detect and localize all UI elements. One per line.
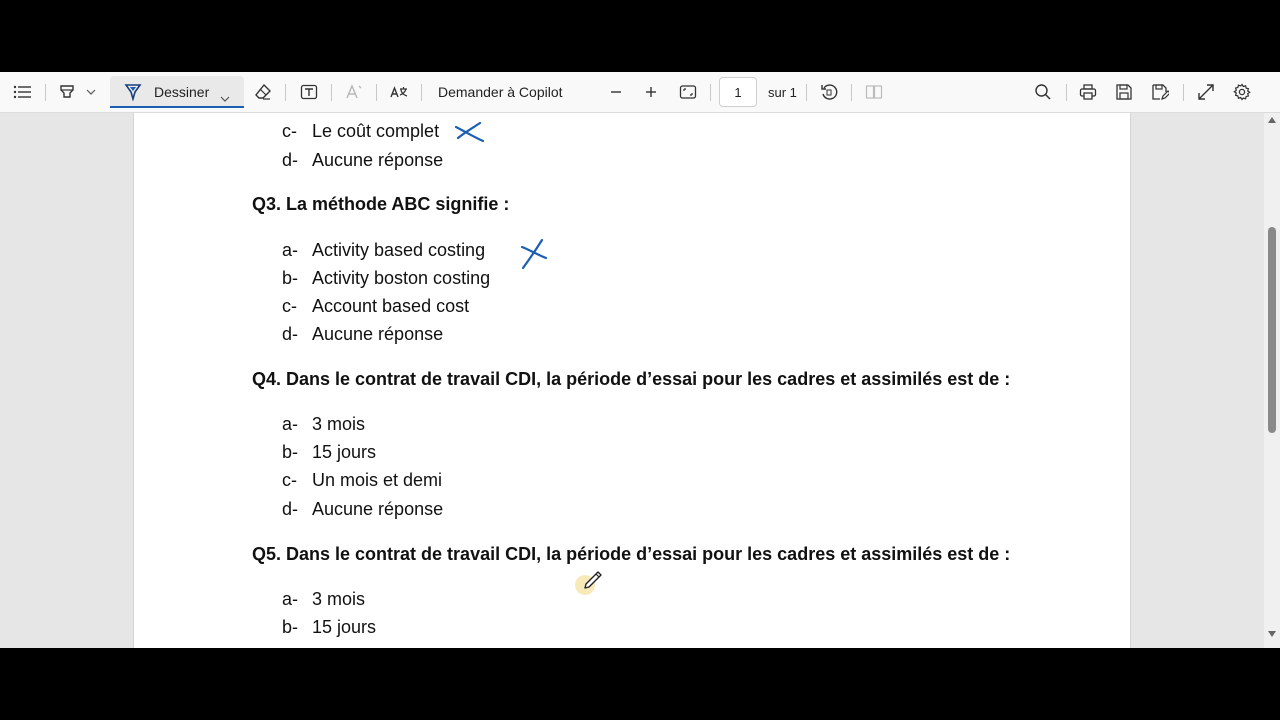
search-icon[interactable] bbox=[1032, 72, 1054, 112]
pdf-viewer bbox=[0, 72, 1280, 648]
option-letter: d- bbox=[282, 499, 299, 519]
toolbar-divider bbox=[1066, 84, 1067, 101]
toolbar-divider bbox=[806, 84, 807, 101]
option-letter: c- bbox=[282, 121, 297, 141]
toolbar-divider bbox=[45, 84, 46, 101]
draw-label: Dessiner bbox=[154, 84, 210, 100]
toolbar-divider bbox=[851, 84, 852, 101]
draw-button[interactable] bbox=[110, 76, 244, 108]
rotate-icon[interactable] bbox=[818, 72, 840, 112]
zoom-out-icon[interactable] bbox=[606, 72, 626, 112]
chevron-down-icon[interactable] bbox=[220, 89, 230, 107]
option-text: 15 jours bbox=[312, 617, 377, 637]
settings-icon[interactable] bbox=[1231, 72, 1253, 112]
option-letter: b- bbox=[282, 442, 299, 462]
text-box-icon[interactable] bbox=[298, 72, 320, 112]
ink-cross-mark[interactable] bbox=[452, 119, 488, 145]
toolbar-divider bbox=[331, 84, 332, 101]
zoom-in-icon[interactable] bbox=[641, 72, 661, 112]
option-letter: a- bbox=[282, 414, 299, 434]
question-3-title: Q3. La méthode ABC signifie : bbox=[252, 194, 510, 214]
fullscreen-icon[interactable] bbox=[1195, 72, 1217, 112]
option-text: Aucune réponse bbox=[312, 324, 444, 344]
option-text: Un mois et demi bbox=[312, 470, 443, 490]
option-letter: d- bbox=[282, 324, 299, 344]
scrollbar-thumb[interactable] bbox=[1268, 227, 1276, 433]
toolbar-divider bbox=[710, 84, 711, 101]
option-text: 15 jours bbox=[312, 442, 377, 462]
option-text: Aucune réponse bbox=[312, 150, 444, 170]
question-5-title: Q5. Dans le contrat de travail CDI, la période d’essai pour les cadres et assimilés est de : bbox=[252, 544, 1011, 564]
active-indicator bbox=[110, 106, 244, 108]
toolbar-divider bbox=[376, 84, 377, 101]
page-number-input[interactable]: 1 bbox=[719, 77, 757, 107]
option-letter: a- bbox=[282, 240, 299, 260]
page-total: sur 1 bbox=[768, 85, 797, 100]
option-text: Account based cost bbox=[312, 296, 470, 316]
toolbar-divider bbox=[285, 84, 286, 101]
eraser-icon[interactable] bbox=[252, 72, 274, 112]
option-text: 3 mois bbox=[312, 414, 366, 434]
pen-cursor-icon bbox=[574, 566, 604, 596]
fit-page-icon[interactable] bbox=[677, 72, 699, 112]
ask-copilot-button[interactable]: Demander à Copilot bbox=[438, 84, 563, 100]
save-as-icon[interactable] bbox=[1149, 72, 1171, 112]
toolbar-divider bbox=[421, 84, 422, 101]
scroll-down-icon[interactable] bbox=[1268, 631, 1276, 637]
option-letter: c- bbox=[282, 296, 297, 316]
question-4-title: Q4. Dans le contrat de travail CDI, la période d’essai pour les cadres et assimilés est de : bbox=[252, 369, 1011, 389]
chevron-down-icon[interactable] bbox=[84, 72, 98, 112]
scroll-up-icon[interactable] bbox=[1268, 117, 1276, 123]
pen-icon bbox=[124, 83, 142, 106]
option-letter: d- bbox=[282, 150, 299, 170]
option-letter: b- bbox=[282, 268, 299, 288]
vertical-scrollbar[interactable] bbox=[1264, 113, 1280, 648]
toolbar bbox=[0, 72, 1280, 113]
highlight-icon[interactable] bbox=[56, 72, 78, 112]
read-aloud-icon[interactable] bbox=[343, 72, 365, 112]
pdf-page bbox=[133, 113, 1131, 648]
translate-icon[interactable] bbox=[388, 72, 410, 112]
print-icon[interactable] bbox=[1077, 72, 1099, 112]
ink-cross-mark[interactable] bbox=[518, 237, 550, 271]
option-text: 3 mois bbox=[312, 589, 366, 609]
option-text: Activity based costing bbox=[312, 240, 486, 260]
option-letter: c- bbox=[282, 470, 297, 490]
option-text: Le coût complet bbox=[312, 121, 440, 141]
option-letter: b- bbox=[282, 617, 299, 637]
save-icon[interactable] bbox=[1113, 72, 1135, 112]
option-letter: a- bbox=[282, 589, 299, 609]
contents-icon[interactable] bbox=[10, 72, 34, 112]
two-page-icon[interactable] bbox=[863, 72, 885, 112]
toolbar-divider bbox=[1183, 84, 1184, 101]
option-text: Activity boston costing bbox=[312, 268, 491, 288]
option-text: Aucune réponse bbox=[312, 499, 444, 519]
